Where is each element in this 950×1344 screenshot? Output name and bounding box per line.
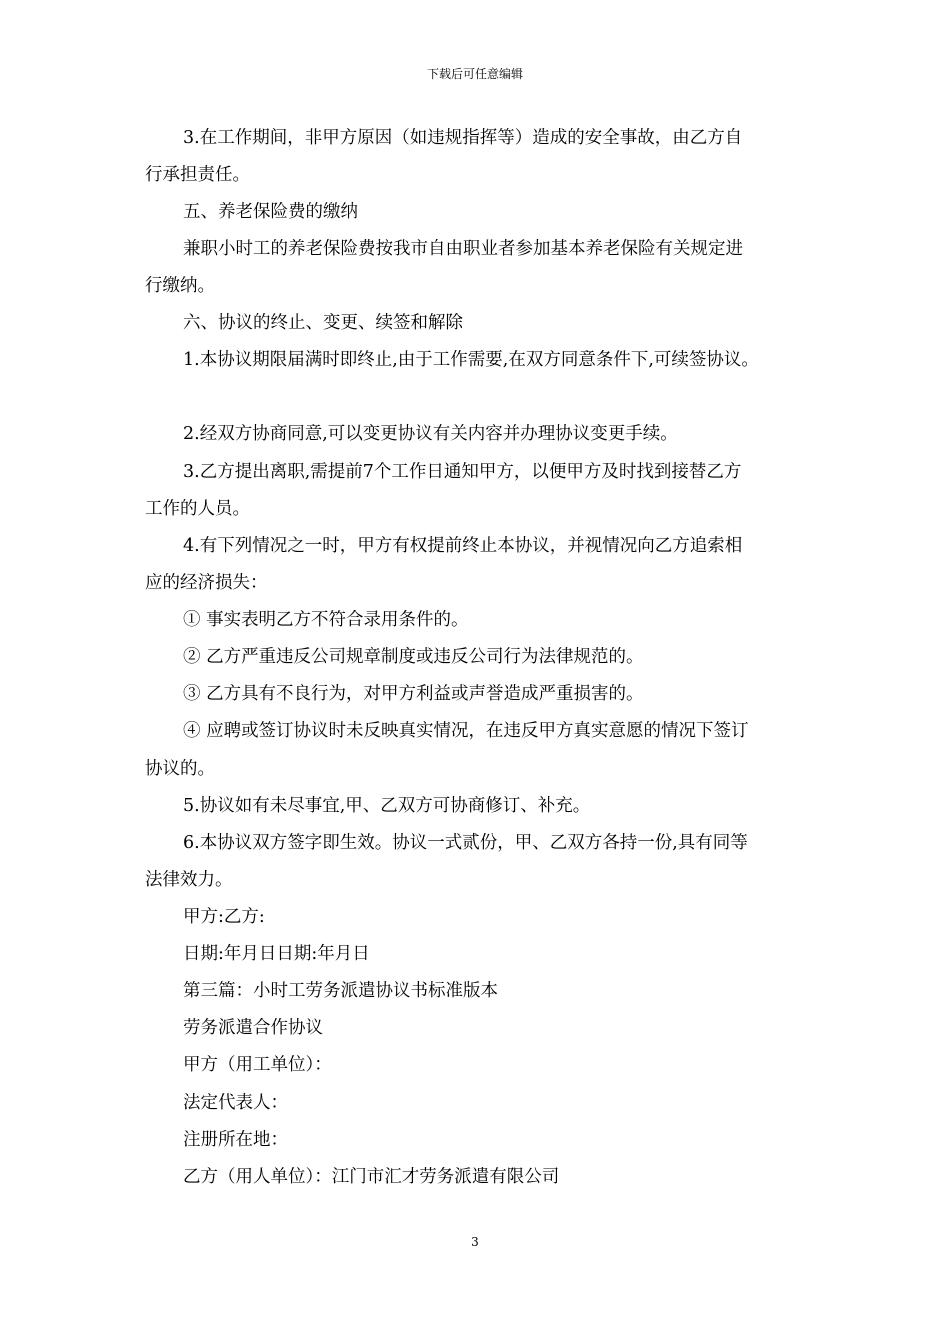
list-item: ① 事实表明乙方不符合录用条件的。	[183, 610, 469, 630]
list-item: 协议的。	[145, 759, 215, 779]
signature-line: 甲方:乙方:	[183, 907, 265, 927]
paragraph-line: 1.本协议期限届满时即终止,由于工作需要,在双方同意条件下,可续签协议。	[183, 350, 759, 370]
list-item: ② 乙方严重违反公司规章制度或违反公司行为法律规范的。	[183, 647, 644, 667]
section-heading: 第三篇：小时工劳务派遣协议书标准版本	[183, 981, 498, 1001]
paragraph-line: 3.在工作期间，非甲方原因（如违规指挥等）造成的安全事故，由乙方自	[183, 128, 743, 148]
list-item: ③ 乙方具有不良行为，对甲方利益或声誉造成严重损害的。	[183, 684, 644, 704]
paragraph-line: 法律效力。	[145, 870, 233, 890]
section-heading: 六、协议的终止、变更、续签和解除	[183, 313, 463, 333]
list-item: ④ 应聘或签订协议时未反映真实情况，在违反甲方真实意愿的情况下签订	[183, 721, 749, 741]
paragraph-line: 3.乙方提出离职,需提前7个工作日通知甲方，以便甲方及时找到接替乙方	[183, 462, 742, 482]
paragraph-line: 4.有下列情况之一时，甲方有权提前终止本协议，并视情况向乙方追索相	[183, 536, 743, 556]
paragraph-line: 6.本协议双方签字即生效。协议一式贰份，甲、乙双方各持一份,具有同等	[183, 833, 748, 853]
party-line: 甲方（用工单位）：	[183, 1055, 332, 1075]
paragraph-line: 行缴纳。	[145, 276, 215, 296]
page-header: 下载后可任意编辑	[426, 67, 523, 81]
date-line: 日期:年月日日期:年月日	[183, 944, 370, 964]
section-heading: 五、养老保险费的缴纳	[183, 202, 358, 222]
paragraph-line: 行承担责任。	[145, 165, 250, 185]
party-line: 注册所在地：	[183, 1130, 288, 1150]
paragraph-line: 2.经双方协商同意,可以变更协议有关内容并办理协议变更手续。	[183, 424, 678, 444]
document-title: 劳务派遣合作协议	[183, 1018, 323, 1038]
paragraph-line: 应的经济损失：	[145, 573, 268, 593]
paragraph-line: 工作的人员。	[145, 499, 250, 519]
page-number: 3	[471, 1235, 479, 1249]
paragraph-line: 5.协议如有未尽事宜,甲、乙双方可协商修订、补充。	[183, 796, 591, 816]
party-line: 法定代表人：	[183, 1093, 288, 1113]
party-line: 乙方（用人单位）：江门市汇才劳务派遣有限公司	[183, 1167, 560, 1187]
paragraph-line: 兼职小时工的养老保险费按我市自由职业者参加基本养老保险有关规定进	[183, 239, 743, 259]
